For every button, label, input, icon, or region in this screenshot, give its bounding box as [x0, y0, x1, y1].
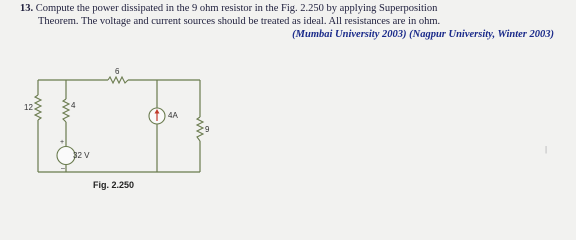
problem-text-1: Compute the power dissipated in the 9 ohm resistor in the Fig. 2.250 by applying Superposition: [35, 3, 438, 14]
label-plus: +: [60, 139, 65, 146]
label-voltage-source: 32 V: [73, 151, 90, 160]
resistor-6-ohm: [108, 77, 128, 83]
label-r-right: 9: [205, 125, 210, 134]
source-reference: (Mumbai University 2003) (Nagpur University, Winter 2003): [292, 29, 554, 40]
label-current-source: 4A: [168, 111, 178, 120]
problem-line-2: Theorem. The voltage and current sources should be treated as ideal. All resistances are in ohm.: [38, 16, 441, 27]
label-r-top: 6: [115, 67, 120, 76]
resistor-4-ohm: [63, 99, 69, 122]
problem-number: 13.: [20, 3, 34, 14]
resistor-12-ohm: [35, 95, 41, 120]
figure-caption: Fig. 2.250: [93, 180, 135, 190]
resistor-9-ohm: [197, 117, 203, 141]
label-r-left: 12: [24, 103, 33, 112]
page-edge-mark: |: [545, 145, 548, 154]
label-r-middle: 4: [71, 101, 76, 110]
label-minus: –: [61, 165, 65, 172]
